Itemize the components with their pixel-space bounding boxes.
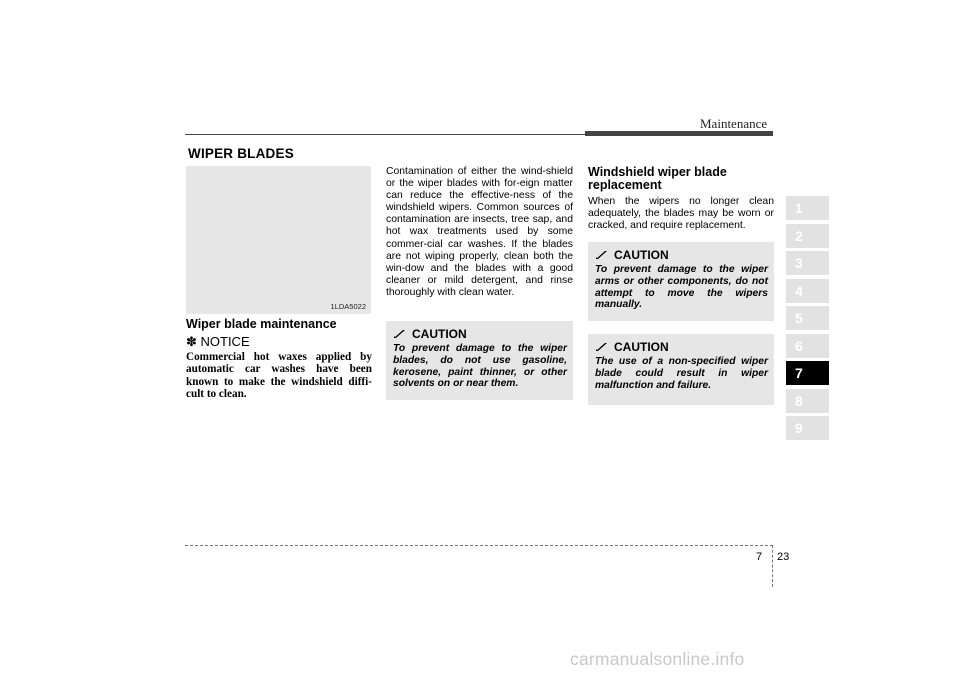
replacement-text: When the wipers no longer clean adequately, the blades may be worn or cracked, and require replacement. <box>588 196 774 232</box>
page-chapter-number: 7 <box>756 551 763 563</box>
chapter-tab-5[interactable]: 5 <box>786 306 829 330</box>
running-header: Maintenance <box>700 116 768 131</box>
caution-box-solvents <box>386 321 573 400</box>
caution-box-arms <box>588 242 774 321</box>
section-title: WIPER BLADES <box>188 146 294 161</box>
chapter-tab-4[interactable]: 4 <box>786 279 829 303</box>
caution-header <box>595 340 768 354</box>
page-number: 23 <box>777 551 790 563</box>
footer-rule <box>185 545 773 546</box>
notice-title: ✽ NOTICE <box>186 334 250 349</box>
caution-text: To prevent damage to the wiper arms or other components, do not attempt to move the wipers manually. <box>595 264 768 311</box>
chapter-tab-7[interactable]: 7 <box>786 361 829 385</box>
caution-header <box>595 248 768 262</box>
chapter-tab-6[interactable]: 6 <box>786 334 829 358</box>
caution-text: To prevent damage to the wiper blades, do not use gasoline, kerosene, paint thinner, or other solvents on or near them. <box>393 343 567 390</box>
contamination-text: Contamination of either the wind-shield or the wiper blades with for-eign matter can reduce the effective-ness of the windshield wipers. Common sources of contamination are insects, tree sap, and hot wax treatments used by some commer-cial car washes. If the blades are not wiping properly, clean both the win-dow and the blades with a good cleaner or mild detergent, and rinse thoroughly with clean water. <box>386 166 573 298</box>
pencil-icon <box>393 329 407 339</box>
caution-text: The use of a non-specified wiper blade could result in wiper malfunction and failure. <box>595 356 768 391</box>
maintenance-heading: Wiper blade maintenance <box>186 317 337 331</box>
replacement-heading: Windshield wiper blade replacement <box>588 165 727 192</box>
notice-body: Commercial hot waxes applied by automatic car washes have been known to make the windshield diffi-cult to clean. <box>186 351 372 401</box>
header-rule-bar <box>585 131 773 136</box>
chapter-tab-8[interactable]: 8 <box>786 389 829 413</box>
chapter-tabs <box>786 196 829 444</box>
caution-title: CAUTION <box>614 248 669 262</box>
caution-title: CAUTION <box>614 340 669 354</box>
photo-caption: 1LDA5022 <box>330 302 366 311</box>
footer-divider <box>772 545 773 587</box>
caution-header <box>393 327 567 341</box>
caution-box-non-specified <box>588 334 774 405</box>
chapter-tab-9[interactable]: 9 <box>786 416 829 440</box>
chapter-tab-1[interactable]: 1 <box>786 196 829 220</box>
caution-title: CAUTION <box>412 327 467 341</box>
chapter-tab-3[interactable]: 3 <box>786 251 829 275</box>
pencil-icon <box>595 250 609 260</box>
chapter-tab-2[interactable]: 2 <box>786 224 829 248</box>
watermark: carmanualsonline.info <box>570 649 745 669</box>
wiper-photo <box>186 166 371 314</box>
pencil-icon <box>595 342 609 352</box>
